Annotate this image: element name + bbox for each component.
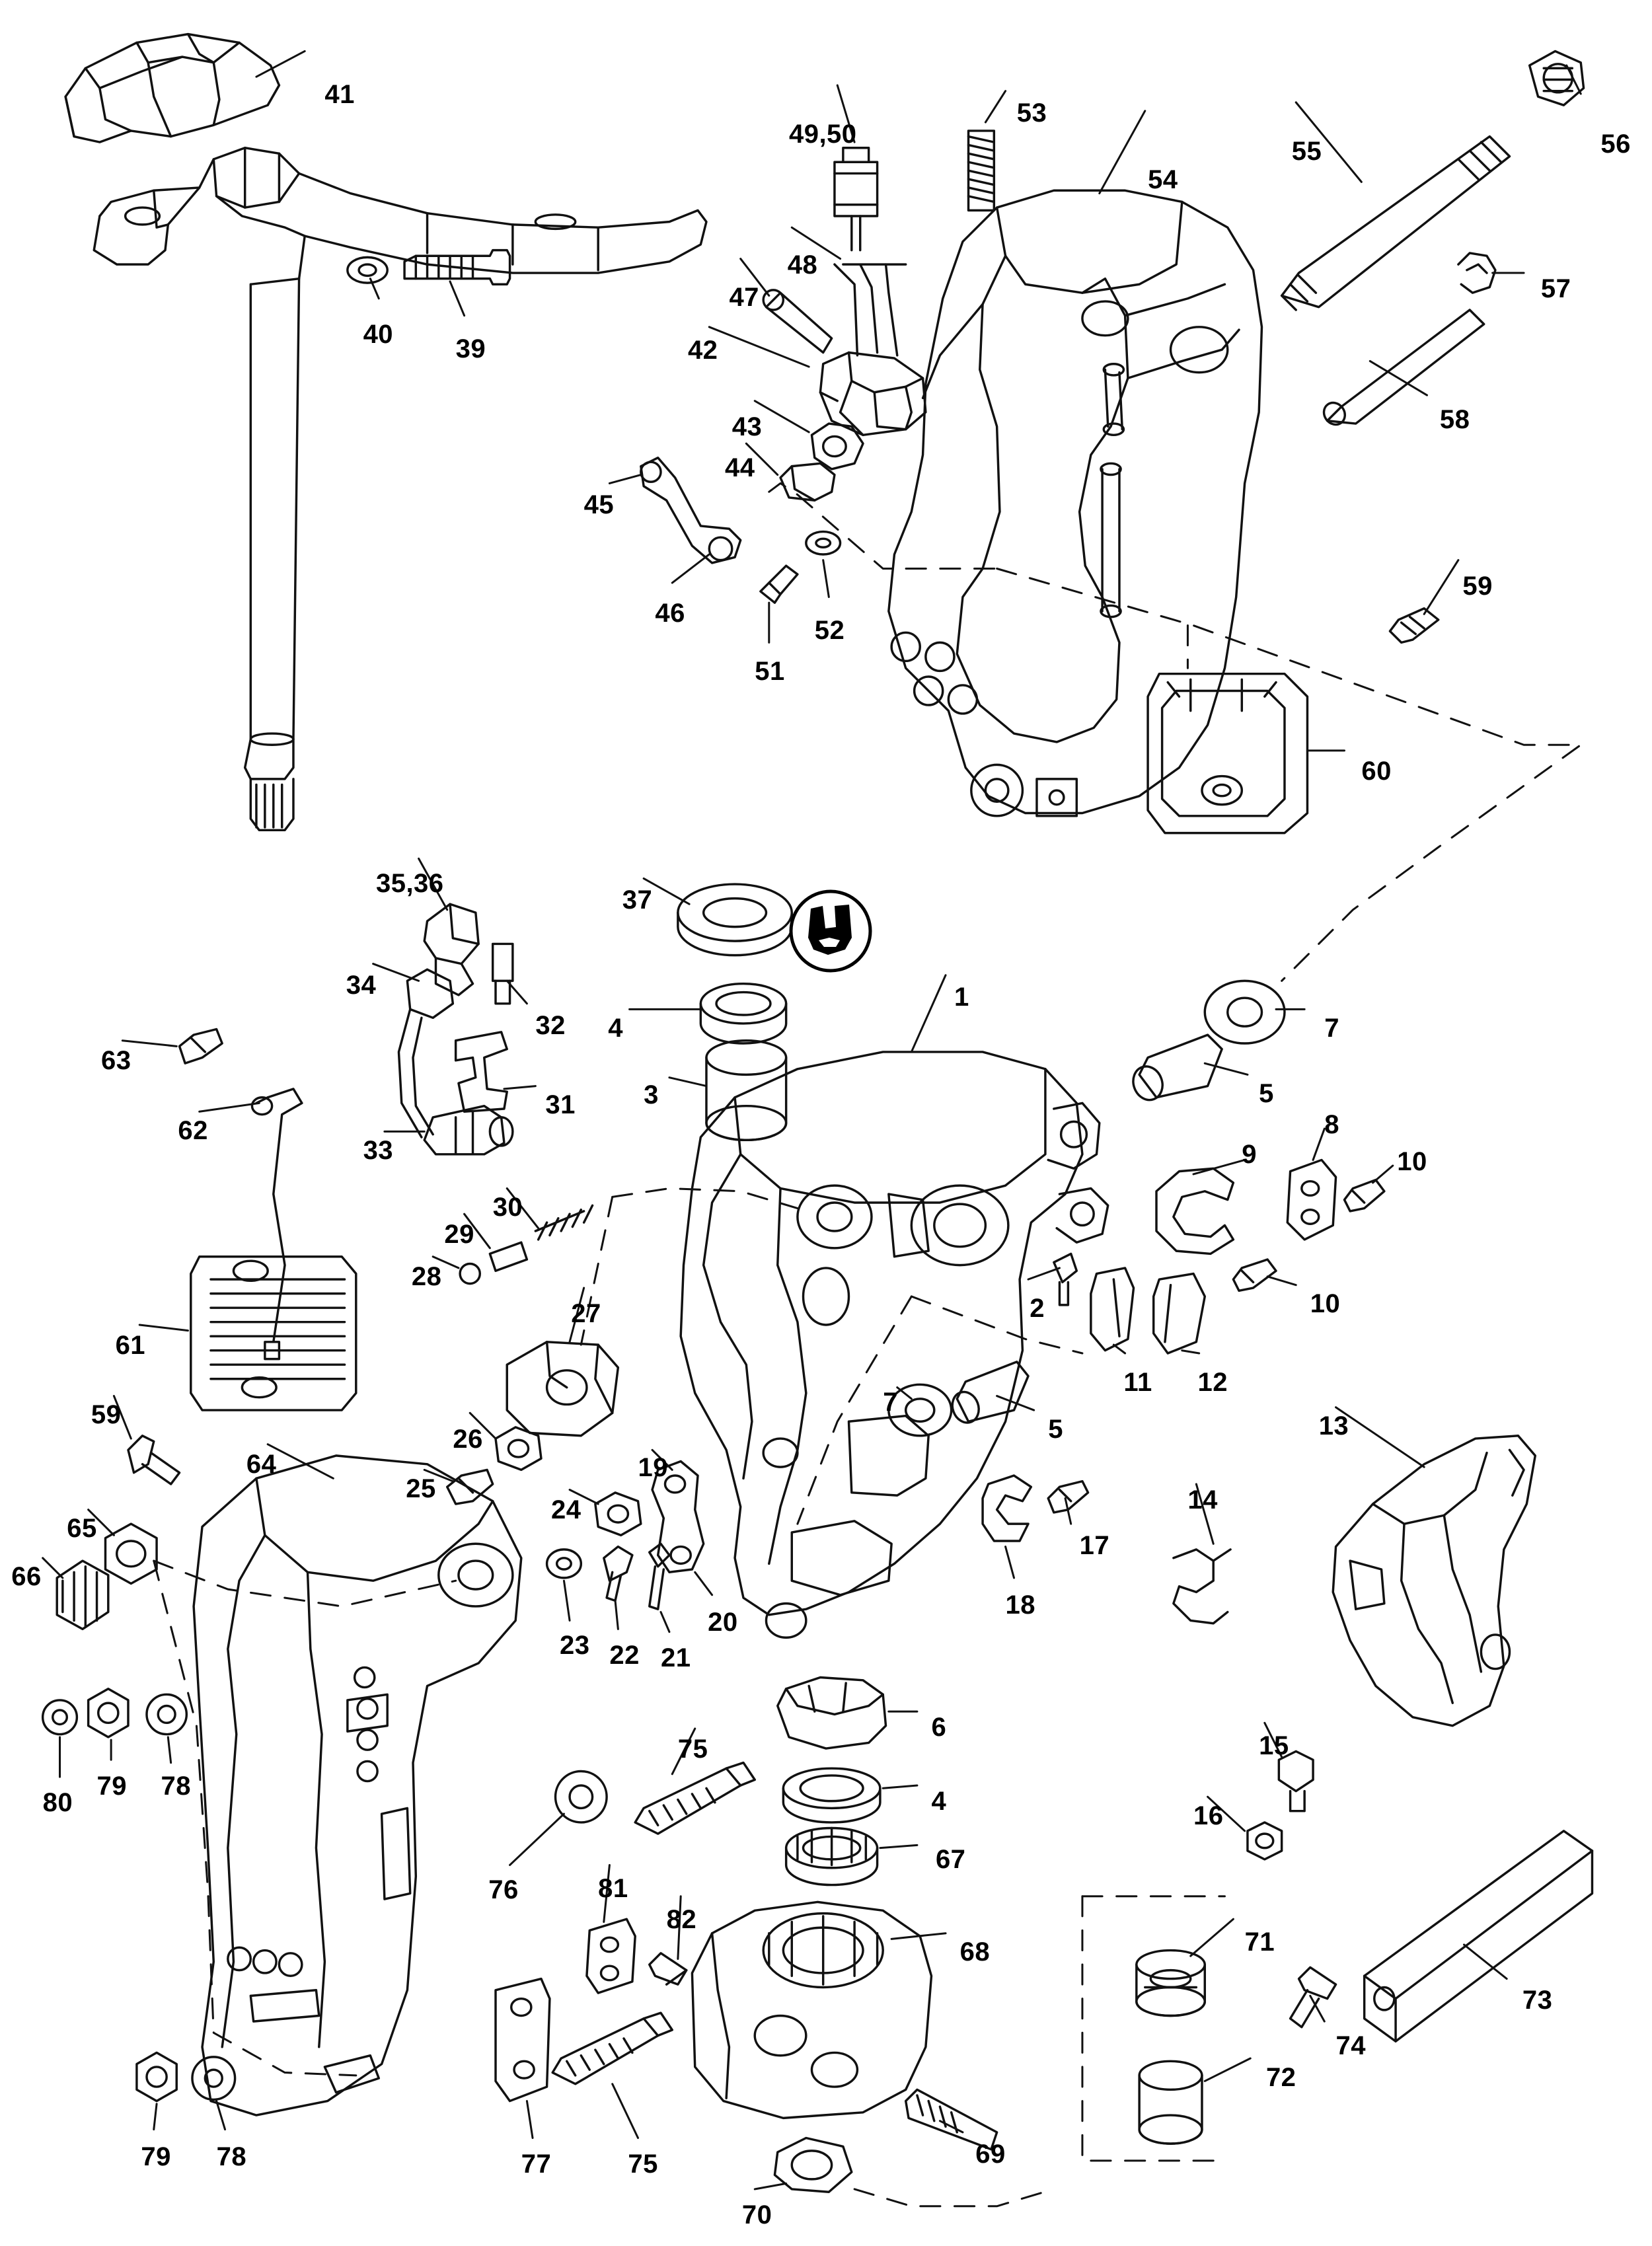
callout-49-50: 49,50 [788, 119, 857, 149]
part-27-mount-block [507, 1342, 618, 1436]
part-74-screw [1291, 1967, 1336, 2027]
part-68-lower-mount [692, 1902, 931, 2118]
callout-63: 63 [101, 1046, 131, 1076]
callout-7-upper: 7 [1324, 1014, 1340, 1043]
callout-61: 61 [115, 1330, 146, 1360]
part-73-transom-bar [1365, 1831, 1593, 2041]
callout-75-lower: 75 [628, 2149, 658, 2179]
part-81-bracket [587, 1919, 635, 1993]
callout-15: 15 [1259, 1731, 1289, 1761]
callout-81: 81 [598, 1873, 628, 1903]
callout-39: 39 [455, 334, 486, 363]
callout-10-a: 10 [1397, 1147, 1427, 1177]
callout-55: 55 [1291, 136, 1322, 166]
part-80-washer [43, 1700, 77, 1735]
part-78-washer-lower [192, 2057, 235, 2100]
callout-47: 47 [729, 283, 759, 313]
part-51-bolt [761, 566, 798, 603]
callout-25: 25 [406, 1474, 436, 1503]
callout-73: 73 [1522, 1986, 1553, 2015]
part-21-pin [650, 1544, 669, 1609]
part-52-washer [806, 532, 841, 554]
callout-54: 54 [1148, 165, 1178, 194]
part-38-swivel-shaft [94, 148, 706, 831]
part-48-wire-harness [835, 264, 906, 356]
callout-22: 22 [609, 1640, 640, 1670]
callout-52: 52 [814, 615, 845, 645]
callout-9: 9 [1242, 1140, 1258, 1170]
part-66-knob [57, 1561, 108, 1629]
callout-46: 46 [655, 598, 685, 628]
callout-5-upper: 5 [1259, 1078, 1274, 1108]
part-16-nut [1248, 1822, 1282, 1859]
part-4-bushing-lower [783, 1768, 880, 1822]
part-22-screw [604, 1547, 632, 1601]
callout-29: 29 [444, 1219, 474, 1249]
part-34-wire [398, 969, 453, 1137]
callout-58: 58 [1439, 405, 1470, 435]
callout-33: 33 [363, 1136, 394, 1165]
callout-56: 56 [1600, 129, 1631, 159]
callout-32: 32 [535, 1010, 566, 1040]
part-9-clip [1156, 1168, 1233, 1254]
part-44-bushing [780, 463, 835, 500]
callout-31: 31 [545, 1090, 576, 1120]
callout-7-mid: 7 [883, 1387, 898, 1417]
callout-14: 14 [1187, 1485, 1218, 1515]
callout-59-left: 59 [91, 1400, 122, 1430]
part-67-bearing [786, 1828, 878, 1885]
callout-20: 20 [708, 1608, 738, 1637]
part-72-bushing [1139, 2061, 1202, 2144]
callout-71: 71 [1244, 1928, 1275, 1957]
part-23-washer [547, 1550, 582, 1578]
callout-78-lower: 78 [216, 2142, 247, 2172]
part-59-screw-upper [1390, 609, 1438, 643]
callout-17: 17 [1079, 1531, 1110, 1561]
part-7-washer-upper [1205, 981, 1285, 1043]
part-64-stern-bracket-left [194, 1456, 521, 2115]
part-60-clamp-frame [1148, 674, 1307, 833]
swivel-bracket-icon [788, 889, 873, 973]
part-18-clip [983, 1476, 1031, 1541]
callout-2: 2 [1030, 1293, 1045, 1323]
callout-28: 28 [411, 1262, 442, 1292]
part-42-cable-clamp [820, 353, 925, 435]
callout-51: 51 [755, 657, 785, 687]
part-30-spring [535, 1205, 592, 1240]
callout-21: 21 [661, 1643, 691, 1672]
callout-79-lower: 79 [141, 2142, 171, 2172]
callout-75-upper: 75 [677, 1734, 708, 1764]
part-47-pin [763, 290, 831, 353]
part-56-nut [1530, 51, 1584, 105]
part-75-bolt-upper [635, 1763, 755, 1834]
callout-68: 68 [959, 1937, 991, 1967]
part-32-screw [493, 944, 513, 1003]
callout-65: 65 [67, 1514, 97, 1544]
part-77-plate [496, 1979, 550, 2101]
callout-11: 11 [1123, 1367, 1152, 1397]
callout-8: 8 [1324, 1110, 1340, 1140]
leader-lines [43, 51, 1581, 2189]
part-37-oil-seal [678, 884, 792, 955]
part-63-screw [180, 1029, 223, 1064]
callout-34: 34 [346, 971, 377, 1000]
part-5-pin-mid [948, 1362, 1028, 1427]
callout-59-upper: 59 [1462, 571, 1493, 601]
part-24-nut [595, 1493, 641, 1536]
part-10-screw-a [1344, 1180, 1384, 1211]
part-79-nut [89, 1689, 128, 1737]
part-82-screw [650, 1953, 687, 1984]
callout-1: 1 [954, 982, 969, 1012]
part-75-bolt-lower [552, 2013, 672, 2084]
part-13-stern-bracket [1333, 1436, 1535, 1726]
callout-70: 70 [741, 2200, 772, 2230]
part-41-steering-handle-bracket [65, 34, 279, 142]
callout-72: 72 [1265, 2062, 1296, 2092]
part-29-pin [490, 1242, 527, 1271]
callout-3: 3 [644, 1080, 659, 1110]
callout-43: 43 [732, 412, 763, 442]
part-26-nut [496, 1427, 541, 1470]
callout-35-36: 35,36 [375, 868, 444, 898]
part-25-screw [447, 1470, 493, 1504]
callout-13: 13 [1318, 1411, 1349, 1441]
callout-37: 37 [622, 885, 653, 915]
part-57-retainer-clip [1458, 253, 1495, 293]
callout-76: 76 [488, 1875, 519, 1904]
callout-77: 77 [521, 2149, 552, 2179]
callout-74: 74 [1335, 2031, 1367, 2061]
part-43-nut [811, 424, 863, 469]
callout-78-upper: 78 [161, 1771, 192, 1801]
callout-4-lower: 4 [931, 1787, 947, 1816]
part-14-spring [1174, 1550, 1230, 1624]
callout-82: 82 [666, 1904, 697, 1934]
callout-18: 18 [1005, 1591, 1036, 1620]
callout-10-b: 10 [1310, 1289, 1341, 1319]
callout-67: 67 [935, 1845, 966, 1875]
part-11-shim [1091, 1268, 1134, 1351]
part-5-pin-upper [1129, 1035, 1222, 1104]
callout-30: 30 [492, 1193, 523, 1222]
part-31-bracket [456, 1032, 507, 1111]
callout-69: 69 [975, 2139, 1006, 2169]
part-3-bushing-sleeve [706, 1041, 786, 1141]
part-65-nut [105, 1524, 157, 1583]
part-71-bushing [1137, 1951, 1205, 2016]
part-8-anode-bracket [1287, 1160, 1335, 1239]
callout-40: 40 [363, 320, 394, 350]
part-40-washer [348, 257, 387, 283]
callout-27: 27 [571, 1299, 601, 1329]
part-59-screw-left [128, 1436, 180, 1484]
callout-42: 42 [687, 335, 718, 365]
part-10-screw-b [1233, 1259, 1276, 1291]
callout-57: 57 [1540, 274, 1571, 304]
part-61-anode-plate [191, 1257, 356, 1410]
callout-24: 24 [551, 1495, 582, 1525]
callout-53: 53 [1016, 98, 1047, 128]
callout-16: 16 [1193, 1801, 1224, 1830]
part-53-spring [969, 131, 995, 210]
part-49-50-connector [835, 148, 878, 250]
callout-62: 62 [178, 1115, 208, 1145]
callout-79-upper: 79 [96, 1771, 128, 1801]
part-35-36-switch [424, 904, 478, 995]
callout-4-upper: 4 [608, 1014, 623, 1043]
callout-19: 19 [638, 1452, 669, 1482]
part-28-ball [460, 1263, 480, 1283]
part-6-lower-cap [778, 1677, 886, 1748]
part-12-shim [1154, 1274, 1205, 1353]
assembly-dashed-lines [154, 483, 1581, 2206]
callout-23: 23 [559, 1630, 590, 1660]
callout-26: 26 [453, 1424, 483, 1454]
part-78-washer [147, 1694, 186, 1734]
part-4-bushing-upper [700, 984, 786, 1043]
part-79-nut-lower [137, 2052, 176, 2101]
callout-48: 48 [787, 250, 818, 280]
part-33-switch-body [424, 1106, 513, 1154]
callout-6: 6 [931, 1713, 947, 1742]
callout-12: 12 [1197, 1367, 1228, 1397]
callout-44: 44 [724, 453, 755, 483]
callout-66: 66 [11, 1562, 42, 1592]
callout-41: 41 [324, 79, 355, 109]
callout-64: 64 [246, 1450, 277, 1479]
callout-80: 80 [42, 1788, 73, 1818]
part-2-pin [1054, 1254, 1076, 1304]
part-54-swivel-bracket [889, 190, 1262, 816]
callout-5-mid: 5 [1048, 1414, 1063, 1444]
callout-45: 45 [583, 490, 615, 520]
callout-60: 60 [1361, 756, 1392, 786]
part-62-rod [252, 1089, 301, 1359]
